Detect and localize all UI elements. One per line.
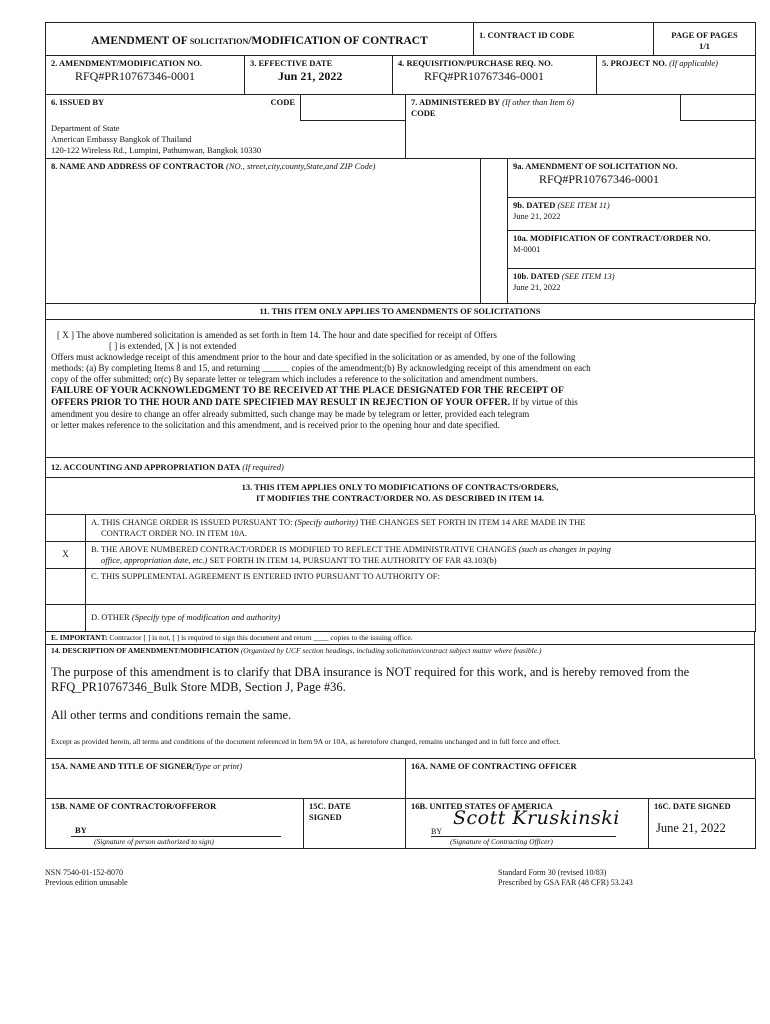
officer-sign-label: 16B. UNITED STATES OF AMERICA bbox=[411, 801, 553, 811]
admin-address bbox=[406, 121, 756, 159]
item11-line-2: [ ] is extended, [X ] is not extended bbox=[109, 340, 237, 351]
item11-line-8: or letter makes reference to the solicitation and this amendment, and is received prior to the opening hour and date specified. bbox=[51, 419, 500, 430]
officer-sign-caption: (Signature of Contracting Officer) bbox=[450, 837, 553, 846]
check-column bbox=[481, 159, 508, 303]
signer-name-note: (Type or print) bbox=[192, 760, 243, 771]
sol-dated-label: 9b. DATED bbox=[513, 199, 556, 210]
admin-code-box bbox=[681, 95, 756, 121]
row2-table bbox=[45, 56, 756, 95]
footer-right bbox=[498, 868, 633, 888]
mod-dated-label: 10b. DATED bbox=[513, 270, 560, 281]
contractor-cell bbox=[46, 159, 481, 303]
effective-date-label: 3. EFFECTIVE DATE bbox=[250, 58, 333, 68]
item14-cell bbox=[46, 644, 755, 758]
item11-line-6: If by virtue of this bbox=[509, 396, 578, 407]
item13-title-1: 13. THIS ITEM APPLIES ONLY TO MODIFICATIONS OF CONTRACTS/ORDERS, bbox=[241, 481, 559, 492]
page-cell bbox=[654, 23, 756, 56]
item13-a-text-2: THE CHANGES SET FORTH IN ITEM 14 ARE MADE IN THE bbox=[358, 516, 586, 527]
requisition-cell bbox=[393, 56, 597, 94]
officer-date-value: June 21, 2022 bbox=[656, 821, 726, 835]
page-label: PAGE OF PAGES bbox=[671, 30, 738, 40]
contractor-label: 8. NAME AND ADDRESS OF CONTRACTOR bbox=[51, 161, 224, 171]
item14-note: (Organized by UCF section headings, including solicitation/contract subject matter where feasible.) bbox=[240, 645, 542, 655]
officer-signature: Scott Kruskinski bbox=[453, 807, 620, 829]
issued-line-2: American Embassy Bangkok of Thailand bbox=[51, 134, 192, 144]
officer-date-cell bbox=[649, 799, 756, 849]
amendment-no-cell bbox=[46, 56, 245, 94]
item13-b-check: X bbox=[46, 541, 86, 568]
item13-b bbox=[86, 541, 756, 568]
footer-prev: Previous edition unusable bbox=[45, 878, 128, 887]
item13-d-check bbox=[46, 604, 86, 631]
item13-table bbox=[45, 515, 756, 632]
item13-title bbox=[46, 477, 755, 514]
signer-name-cell bbox=[46, 759, 406, 799]
item13-b-note-2: office, appropriation date, etc.) bbox=[101, 554, 208, 565]
item11-line-1: [ X ] The above numbered solicitation is amended as set forth in Item 14. The hour and date specified for receipt of Offers bbox=[57, 329, 497, 340]
footer-nsn: NSN 7540-01-152-8070 bbox=[45, 868, 123, 877]
title-small: SOLICITATION bbox=[187, 36, 249, 46]
mod-dated-cell bbox=[508, 268, 756, 303]
officer-date-label: 16C. DATE SIGNED bbox=[654, 801, 731, 811]
contractor-date-label: 15C. DATE SIGNED bbox=[309, 801, 351, 822]
project-no-note: (If applicable) bbox=[669, 58, 719, 68]
item11-line-7: amendment you desire to change an offer already submitted, such change may be made by telegram or letter, provided each telegram bbox=[51, 408, 530, 419]
project-no-label: 5. PROJECT NO. bbox=[602, 58, 668, 68]
important-label: E. IMPORTANT: bbox=[51, 632, 108, 642]
contractor-sign-line bbox=[71, 826, 281, 837]
item11-line-3: Offers must acknowledge receipt of this amendment prior to the hour and date specified in the solicitation or as amended, by one of the following bbox=[51, 351, 576, 362]
effective-date-cell bbox=[245, 56, 393, 94]
officer-name-cell bbox=[406, 759, 756, 799]
contractor-sign-label: 15B. NAME OF CONTRACTOR/OFFEROR bbox=[51, 801, 217, 811]
mod-contract-cell bbox=[508, 230, 756, 268]
admin-label: 7. ADMINISTERED BY bbox=[411, 96, 501, 107]
signer-name-label: 15A. NAME AND TITLE OF SIGNER bbox=[51, 760, 193, 771]
contractor-by: BY bbox=[75, 825, 87, 835]
requisition-value: RFQ#PR10767346-0001 bbox=[424, 69, 545, 83]
issued-code-box bbox=[301, 95, 406, 121]
mod-contract-label: 10a. MODIFICATION OF CONTRACT/ORDER NO. bbox=[513, 232, 711, 243]
row3-table bbox=[45, 95, 756, 160]
item11-bold-2: OFFERS PRIOR TO THE HOUR AND DATE SPECIFIED MAY RESULT IN REJECTION OF YOUR OFFER. bbox=[51, 397, 510, 408]
item11-table bbox=[45, 304, 755, 515]
project-no-cell bbox=[597, 56, 756, 94]
issued-by-label: 6. ISSUED BY bbox=[51, 96, 105, 107]
requisition-label: 4. REQUISITION/PURCHASE REQ. NO. bbox=[398, 58, 553, 68]
admin-code-label: CODE bbox=[411, 107, 436, 118]
item13-d bbox=[86, 604, 756, 631]
item14-paragraph-2: All other terms and conditions remain the same. bbox=[51, 707, 292, 722]
item13-c: C. THIS SUPPLEMENTAL AGREEMENT IS ENTERED INTO PURSUANT TO AUTHORITY OF: bbox=[86, 568, 756, 604]
issued-line-1: Department of State bbox=[51, 123, 120, 133]
row4-table bbox=[45, 159, 756, 304]
signature-table bbox=[45, 759, 756, 850]
amendment-no-label: 2. AMENDMENT/MODIFICATION NO. bbox=[51, 58, 202, 68]
item11-line-4: methods: (a) By completing Items 8 and 15, and returning ______ copies of the amendment;(b) By acknowledging receipt of this amendment on each bbox=[51, 362, 591, 373]
issued-line-3: 120-122 Wireless Rd., Lumpini, Pathumwan, Bangkok 10330 bbox=[51, 145, 262, 155]
title-suffix: /MODIFICATION OF CONTRACT bbox=[248, 34, 428, 47]
issued-by-address bbox=[46, 121, 406, 159]
amendment-no-value: RFQ#PR10767346-0001 bbox=[75, 69, 196, 83]
item13-a-text-3: CONTRACT ORDER NO. IN ITEM 10A. bbox=[101, 527, 247, 538]
item13-a-check bbox=[46, 515, 86, 542]
officer-name-label: 16A. NAME OF CONTRACTING OFFICER bbox=[411, 760, 577, 771]
officer-by: BY bbox=[431, 827, 443, 836]
item14-paragraph-1: The purpose of this amendment is to clarify that DBA insurance is NOT required for this work, and is hereby removed from the RFQ_PR10767346_Bulk Store MDB, Section J, Page #36. bbox=[51, 664, 690, 694]
footer-left bbox=[45, 868, 128, 888]
item13-a-note: (Specify authority) bbox=[294, 516, 359, 527]
effective-date-value: Jun 21, 2022 bbox=[278, 69, 343, 83]
contractor-sign-caption: (Signature of person authorized to sign) bbox=[94, 837, 214, 846]
sol-amendment-cell bbox=[508, 159, 756, 197]
important-text: Contractor [ ] is not, [ ] is required to sign this document and return ____ copies to the issuing office. bbox=[107, 632, 413, 642]
sol-amendment-label: 9a. AMENDMENT OF SOLICITATION NO. bbox=[513, 161, 678, 171]
item13-b-text-2: SET FORTH IN ITEM 14, PURSUANT TO THE AUTHORITY OF FAR 43.103(b) bbox=[207, 554, 497, 565]
form-title bbox=[46, 23, 474, 56]
page-value: 1/1 bbox=[699, 41, 710, 51]
sol-dated-cell bbox=[508, 197, 756, 230]
item14-except: Except as provided herein, all terms and conditions of the document referenced in Item 9A or 10A, as heretofore changed, remains unchanged and in full force and effect. bbox=[51, 736, 561, 746]
item13-c-check bbox=[46, 568, 86, 604]
item11-title: 11. THIS ITEM ONLY APPLIES TO AMENDMENTS OF SOLICITATIONS bbox=[46, 304, 755, 320]
contract-id-label: 1. CONTRACT ID CODE bbox=[479, 30, 575, 40]
item13-b-note-1: (such as changes in paying bbox=[518, 543, 611, 554]
item13-title-2: IT MODIFIES THE CONTRACT/ORDER NO. AS DESCRIBED IN ITEM 14. bbox=[255, 492, 545, 503]
footer-std: Standard Form 30 (revised 10/83) bbox=[498, 868, 607, 877]
important-cell bbox=[46, 632, 755, 645]
item13-a bbox=[86, 515, 756, 542]
item13-a-text-1: A. THIS CHANGE ORDER IS ISSUED PURSUANT TO: bbox=[91, 516, 293, 527]
contractor-date-cell bbox=[304, 799, 406, 849]
item14-label: 14. DESCRIPTION OF AMENDMENT/MODIFICATION bbox=[51, 645, 239, 655]
contractor-note: (NO., street,city,county,State,and ZIP Code) bbox=[225, 161, 376, 171]
item13-b-text-1: B. THE ABOVE NUMBERED CONTRACT/ORDER IS MODIFIED TO REFLECT THE ADMINISTRATIVE CHANGES bbox=[91, 543, 517, 554]
issued-by-header bbox=[46, 95, 301, 121]
sol-dated-note: (SEE ITEM 11) bbox=[557, 199, 610, 210]
mod-contract-value: M-0001 bbox=[513, 243, 541, 254]
mod-dated-note: (SEE ITEM 13) bbox=[561, 270, 615, 281]
admin-header bbox=[406, 95, 681, 121]
mod-dated-value: June 21, 2022 bbox=[513, 281, 561, 292]
item12-cell bbox=[46, 457, 755, 477]
item13-d-text: D. OTHER bbox=[91, 612, 130, 622]
issued-code-label: CODE bbox=[270, 96, 295, 107]
item11-line-5: copy of the offer submitted; or(c) By separate letter or telegram which includes a reference to the solicitation and amendment numbers. bbox=[51, 373, 538, 384]
item14-table bbox=[45, 632, 755, 759]
sol-amendment-value: RFQ#PR10767346-0001 bbox=[539, 172, 660, 186]
item13-d-note: (Specify type of modification and authority) bbox=[131, 612, 281, 622]
footer-prescribed: Prescribed by GSA FAR (48 CFR) 53.243 bbox=[498, 878, 633, 887]
item12-note: (If required) bbox=[242, 461, 284, 472]
title-prefix: AMENDMENT OF bbox=[91, 34, 188, 47]
sf30-form bbox=[45, 22, 755, 849]
officer-sign-line bbox=[431, 807, 620, 837]
officer-sign-cell bbox=[406, 799, 649, 849]
contract-id-cell bbox=[474, 23, 654, 56]
contractor-sign-cell bbox=[46, 799, 304, 849]
item12-label: 12. ACCOUNTING AND APPROPRIATION DATA bbox=[51, 461, 241, 472]
sol-dated-value: June 21, 2022 bbox=[513, 210, 561, 221]
admin-note: (If other than Item 6) bbox=[502, 96, 574, 107]
item11-bold-1: FAILURE OF YOUR ACKNOWLEDGMENT TO BE RECEIVED AT THE PLACE DESIGNATED FOR THE RECEIPT OF bbox=[51, 385, 564, 396]
header-table bbox=[45, 22, 756, 56]
item11-body bbox=[46, 319, 755, 457]
